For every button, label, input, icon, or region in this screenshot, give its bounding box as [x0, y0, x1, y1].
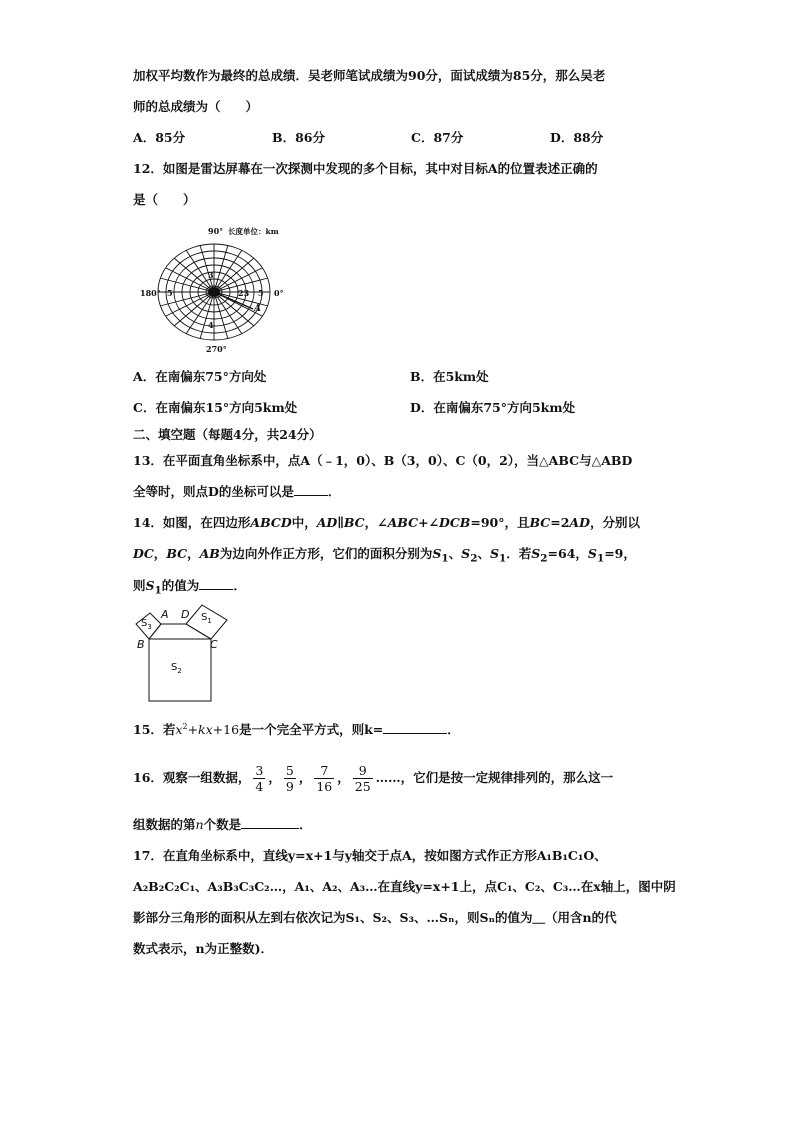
- q16-line-2: 组数据的第n个数是 ．: [133, 817, 312, 832]
- s3-label: $S_3$: [141, 618, 152, 631]
- radar-angle-0: 0°: [274, 288, 284, 298]
- fraction-1: $\frac{3}{4}$: [255, 763, 264, 794]
- point-b-label: B: [137, 638, 145, 651]
- q13-line-2: 全等时，则点D的坐标可以是 ．: [133, 484, 341, 499]
- q15-answer-blank: [383, 721, 447, 734]
- q16-line-1: 16．观察一组数据， $\frac{3}{4}$ ， $\frac{5}{9}$ ， $\frac{7}{16}$ ， $\frac{9}{25}$ ……，它们是按一定规律排列的，那么这一: [133, 763, 614, 794]
- q11-option-b: B．86分: [272, 130, 325, 145]
- radar-tick-4: 4: [208, 320, 214, 330]
- q17-line-2: A₂B₂C₂C₁、A₃B₃C₃C₂…，A₁、A₂、A₃…在直线y=x+1上，点C₁、C₂、C₃…在x轴上，图中阴: [133, 879, 676, 894]
- q12-line-2: 是（ ）: [133, 192, 196, 207]
- q15-line: 15．若$x^2+kx+16$是一个完全平方式，则k= ．: [133, 722, 460, 738]
- radar-unit-label: 长度单位：km: [228, 227, 279, 236]
- point-d-label: D: [181, 608, 190, 621]
- radar-tick-5-right: 5: [258, 288, 264, 298]
- point-a-label: A: [161, 608, 169, 621]
- s1-label: $S_1$: [201, 612, 212, 625]
- point-c-label: C: [210, 638, 218, 651]
- q12-option-a: A．在南偏东75°方向处: [133, 369, 267, 384]
- q14-line-3: 则$S_1$的值为 ．: [133, 578, 246, 597]
- q13-line-1: 13．在平面直角坐标系中，点A（﹣1，0）、B（3，0）、C（0，2），当△ABC与△ABD: [133, 453, 633, 468]
- quadrilateral-figure: [133, 602, 238, 707]
- s2-label: $S_2$: [171, 662, 182, 675]
- q13-answer-blank: [294, 483, 328, 496]
- q11-line-1: 加权平均数作为最终的总成绩．吴老师笔试成绩为90分，面试成绩为85分，那么吴老: [133, 68, 606, 83]
- q12-line-1: 12．如图是雷达屏幕在一次探测中发现的多个目标，其中对目标A的位置表述正确的: [133, 161, 598, 176]
- radar-tick-3: 3: [208, 270, 214, 280]
- fraction-2: $\frac{5}{9}$: [285, 763, 294, 794]
- q14-line-1: 14．如图，在四边形ABCD中，AD∥BC，∠ABC+∠DCB=90°，且BC=2AD，分别以: [133, 515, 640, 530]
- radar-tick-5-left: 5: [167, 288, 173, 298]
- radar-angle-270: 270°: [206, 344, 227, 354]
- fraction-4: $\frac{9}{25}$: [354, 763, 371, 794]
- q17-line-4: 数式表示，n为正整数)．: [133, 941, 274, 956]
- radar-tick-23: 23: [238, 288, 250, 298]
- q12-option-d: D．在南偏东75°方向5km处: [410, 400, 576, 415]
- radar-angle-180: 180°: [140, 288, 161, 298]
- q12-option-c: C．在南偏东15°方向5km处: [133, 400, 298, 415]
- q16-answer-blank: [241, 816, 299, 829]
- q17-line-1: 17．在直角坐标系中，直线y=x+1与y轴交于点A，按如图方式作正方形A₁B₁C₁O、: [133, 848, 607, 863]
- radar-figure: [140, 222, 300, 357]
- q11-option-a: A．85分: [133, 130, 186, 145]
- fraction-3: $\frac{7}{16}$: [316, 763, 333, 794]
- q11-line-2: 师的总成绩为（ ）: [133, 99, 259, 114]
- q17-line-3: 影部分三角形的面积从左到右依次记为S₁、S₂、S₃、…Sₙ，则Sₙ的值为＿（用含n的代: [133, 910, 617, 925]
- q14-line-2: DC，BC，AB为边向外作正方形，它们的面积分别为$S_1$、$S_2$、$S_1$．若$S_2=64$，$S_1=9$，: [133, 546, 636, 565]
- q12-option-b: B．在5km处: [410, 369, 489, 384]
- radar-target-a: A: [254, 304, 261, 314]
- q11-option-c: C．87分: [411, 130, 464, 145]
- radar-angle-90: 90°: [208, 226, 224, 236]
- q11-option-d: D．88分: [550, 130, 604, 145]
- section-2-heading: 二、填空题（每题4分，共24分）: [133, 427, 322, 442]
- q14-answer-blank: [199, 577, 233, 590]
